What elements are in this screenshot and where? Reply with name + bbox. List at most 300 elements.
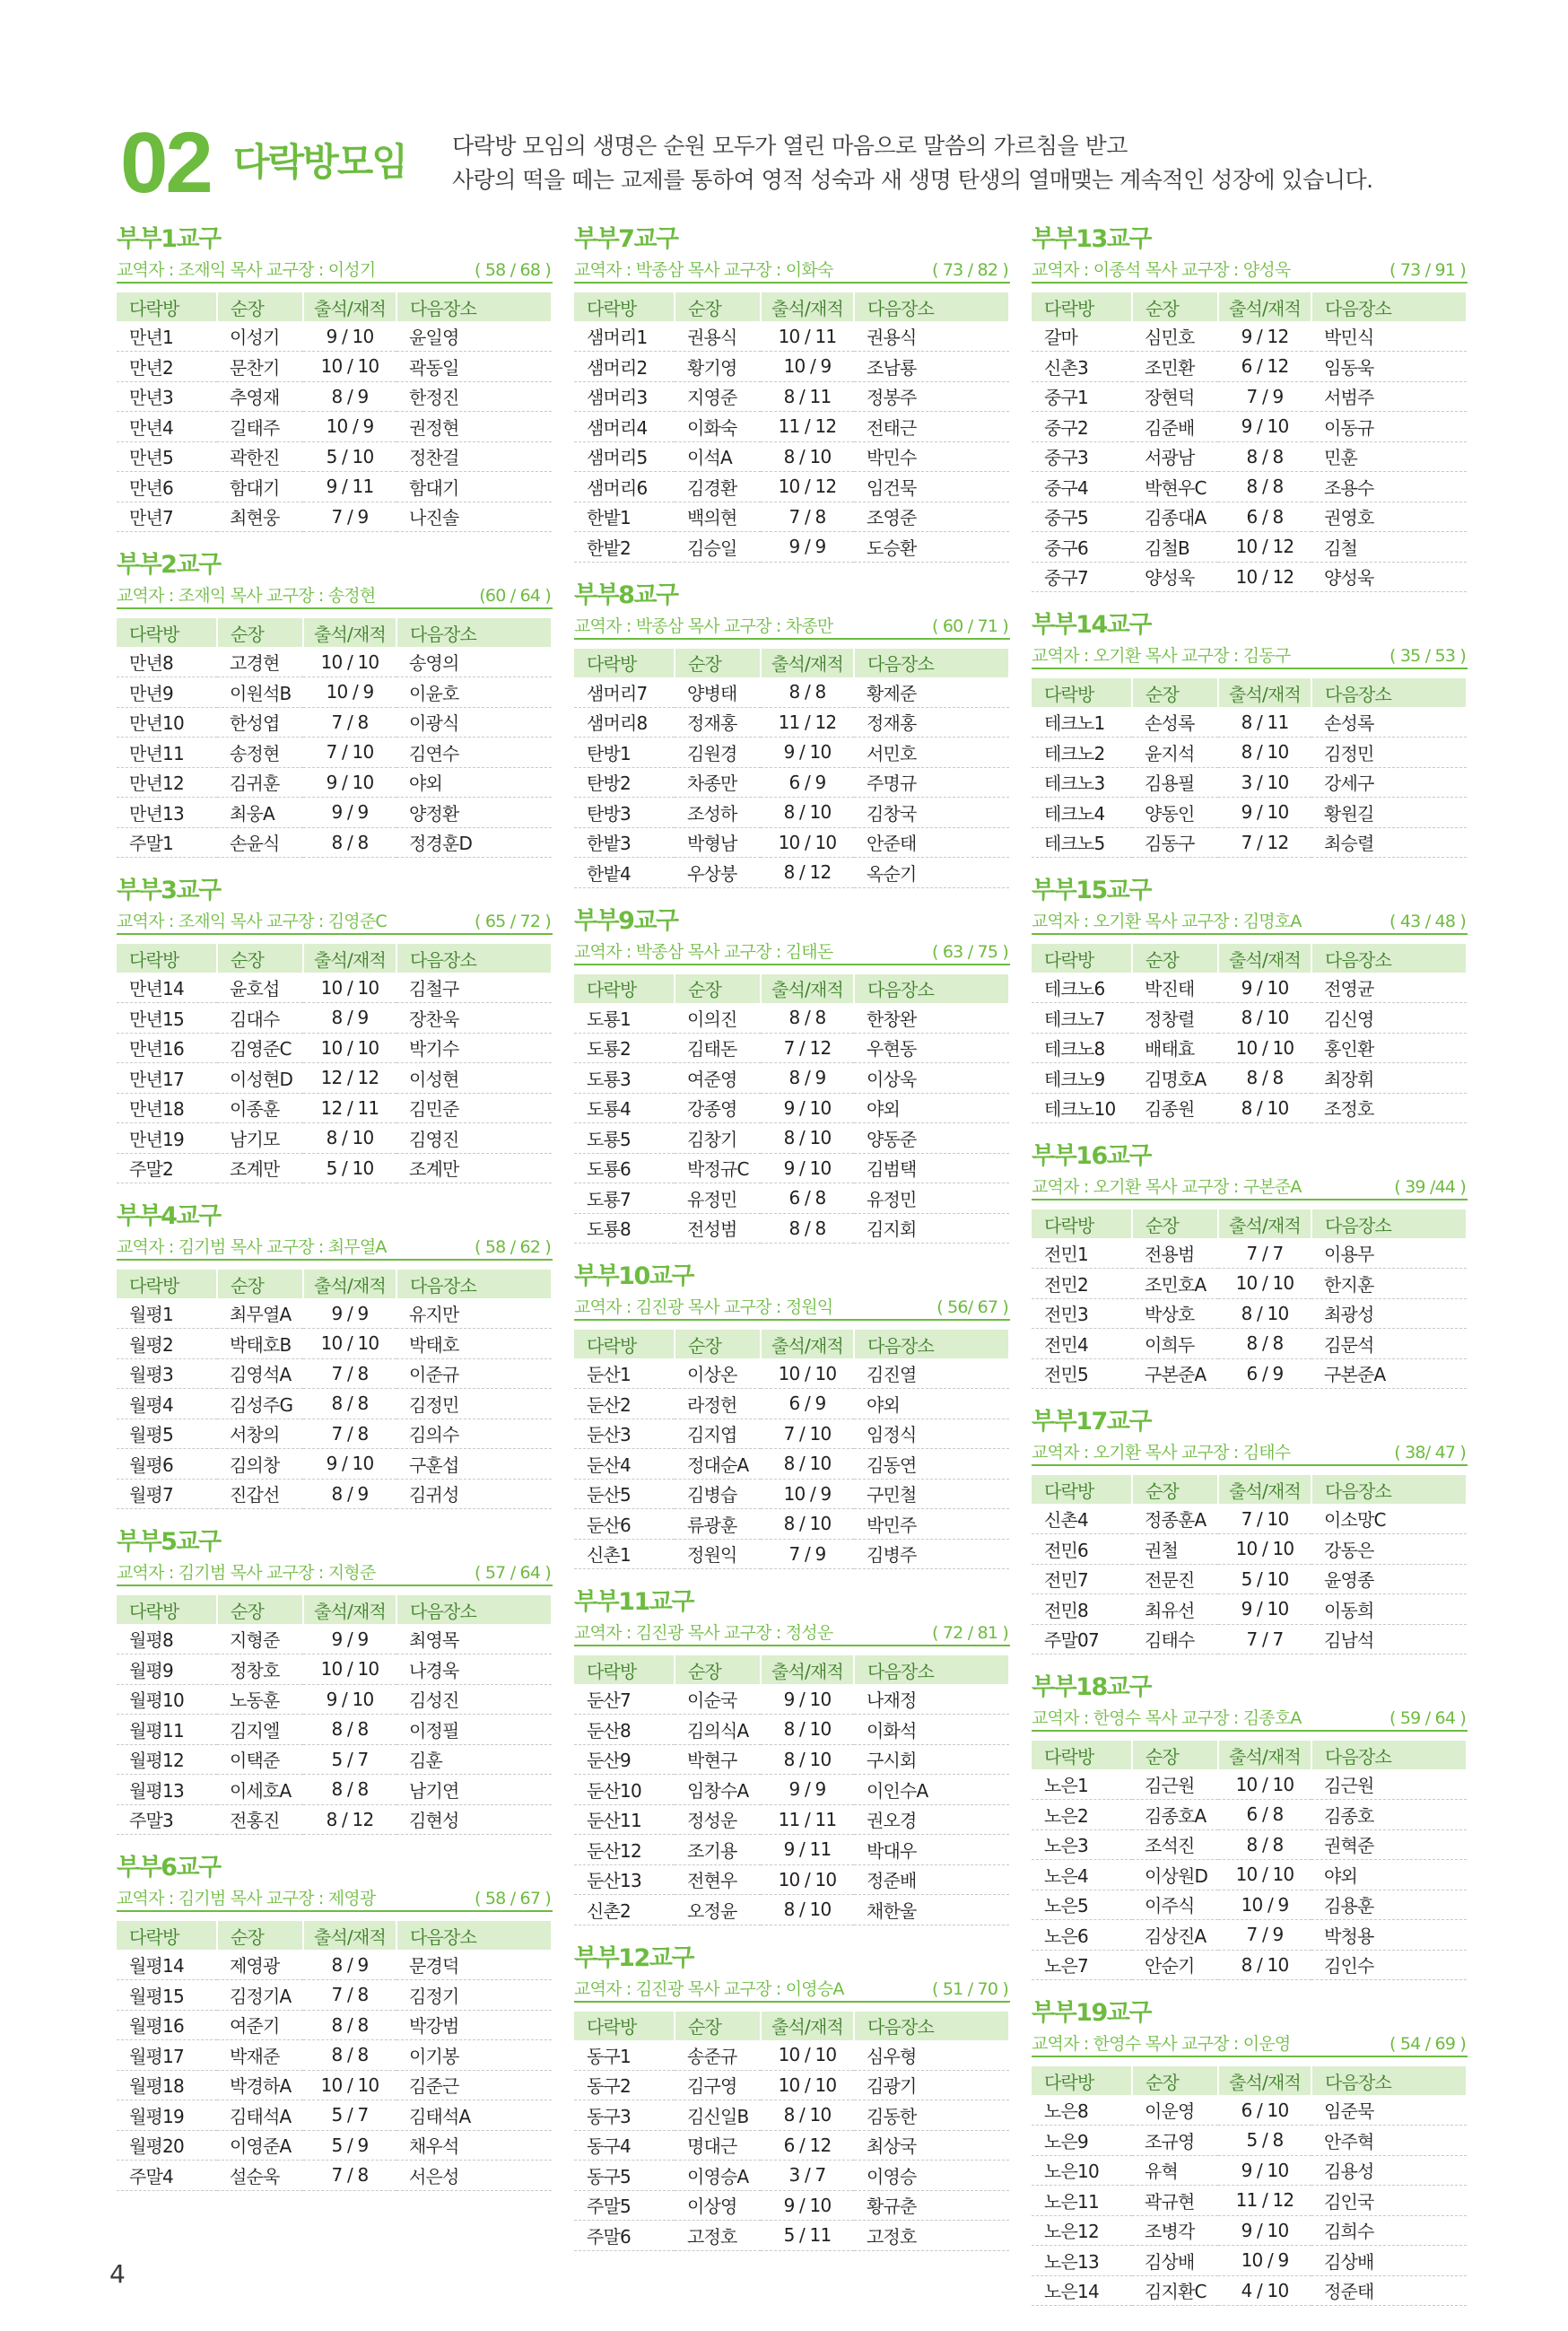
table-row xyxy=(1032,2275,1467,2306)
table-cell: 나재정 xyxy=(854,1684,1009,1715)
table-row xyxy=(117,2130,552,2161)
table-cell: 10 / 12 xyxy=(761,472,854,502)
table-row xyxy=(1032,1594,1467,1625)
column-header: 순장 xyxy=(217,1921,303,1950)
table-cell: 김동연 xyxy=(854,1449,1009,1480)
table-cell: 10 / 10 xyxy=(1218,1033,1311,1063)
table-cell: 10 / 9 xyxy=(1218,2246,1311,2276)
table-cell: 김문석 xyxy=(1311,1329,1467,1359)
table-cell: 8 / 8 xyxy=(303,827,396,858)
column-header: 출석/재적 xyxy=(761,1655,854,1684)
column-header: 다음장소 xyxy=(1311,1209,1467,1238)
district-group xyxy=(1032,223,1468,592)
table-cell: 5 / 9 xyxy=(303,2130,396,2161)
table-cell: 김정기A xyxy=(217,1980,303,2011)
table-cell: 동구2 xyxy=(574,2070,675,2100)
table-cell: 박강범 xyxy=(396,2010,552,2040)
column-header: 다음장소 xyxy=(396,292,552,321)
table-cell: 7 / 12 xyxy=(1218,827,1311,858)
district-staff: 교역자 : 한영수 목사 교구장 : 김종호A xyxy=(1032,1708,1302,1728)
table-cell: 김원경 xyxy=(675,738,761,768)
table-cell: 만년11 xyxy=(117,738,217,768)
table-row xyxy=(574,1358,1009,1389)
table-cell: 만년4 xyxy=(117,412,217,442)
table-cell: 김정기 xyxy=(396,1980,552,2011)
table-row xyxy=(1032,2155,1467,2186)
district-table xyxy=(117,292,553,532)
district-title: 부부1교구 xyxy=(117,225,221,253)
table-cell: 전용범 xyxy=(1132,1238,1218,1269)
table-cell: 박정규C xyxy=(675,1153,761,1183)
district-count: ( 38/ 47 ) xyxy=(1394,1443,1466,1462)
table-cell: 조영준 xyxy=(854,502,1009,532)
table-cell: 만년9 xyxy=(117,677,217,708)
table-cell: 김구영 xyxy=(675,2070,761,2100)
district-staff: 교역자 : 조재익 목사 교구장 : 김영준C xyxy=(117,912,387,931)
table-cell: 4 / 10 xyxy=(1218,2275,1311,2306)
table-row xyxy=(117,381,552,412)
table-cell: 채한울 xyxy=(854,1895,1009,1925)
table-cell: 곽규현 xyxy=(1132,2186,1218,2216)
table-cell: 테크노7 xyxy=(1032,1003,1132,1034)
column-header: 순장 xyxy=(217,292,303,321)
table-cell: 월평6 xyxy=(117,1449,217,1480)
table-cell: 7 / 9 xyxy=(1218,1920,1311,1951)
table-cell: 김동한 xyxy=(854,2100,1009,2131)
table-cell: 6 / 9 xyxy=(761,1389,854,1419)
table-row xyxy=(574,472,1009,502)
table-header-row xyxy=(1032,1741,1467,1769)
table-cell: 이택준 xyxy=(217,1744,303,1775)
table-cell: 정봉주 xyxy=(854,381,1009,412)
table-row xyxy=(117,1449,552,1480)
table-cell: 조성하 xyxy=(675,798,761,828)
table-cell: 5 / 10 xyxy=(1218,1564,1311,1594)
table-row xyxy=(574,1183,1009,1214)
column-header: 다락방 xyxy=(1032,1741,1132,1769)
table-cell: 서범주 xyxy=(1311,381,1467,412)
page-header xyxy=(120,115,1466,211)
table-cell: 김의창 xyxy=(217,1449,303,1480)
table-cell: 김지환C xyxy=(1132,2275,1218,2306)
table-row xyxy=(117,321,552,352)
table-row xyxy=(117,2100,552,2131)
table-cell: 10 / 10 xyxy=(303,647,396,677)
table-cell: 8 / 8 xyxy=(303,2010,396,2040)
table-cell: 박형남 xyxy=(675,827,761,858)
district-title: 부부17교구 xyxy=(1032,1408,1151,1436)
table-row xyxy=(574,441,1009,472)
table-cell: 10 / 9 xyxy=(761,1479,854,1509)
table-row xyxy=(574,707,1009,738)
table-cell: 윤일영 xyxy=(396,321,552,352)
table-cell: 김종원 xyxy=(1132,1093,1218,1123)
table-cell: 둔산12 xyxy=(574,1835,675,1865)
table-cell: 탄방3 xyxy=(574,798,675,828)
table-header-row xyxy=(574,2012,1009,2040)
table-cell: 오정윤 xyxy=(675,1895,761,1925)
table-cell: 명대근 xyxy=(675,2130,761,2161)
table-cell: 이화숙 xyxy=(675,412,761,442)
table-cell: 김병주 xyxy=(854,1539,1009,1569)
table-row xyxy=(574,2040,1009,2071)
district-group xyxy=(574,1260,1010,1569)
column-header: 순장 xyxy=(217,1595,303,1624)
table-cell: 조병각 xyxy=(1132,2215,1218,2246)
table-cell: 8 / 10 xyxy=(761,1715,854,1745)
table-cell: 둔산2 xyxy=(574,1389,675,1419)
table-cell: 6 / 10 xyxy=(1218,2095,1311,2126)
column-header: 순장 xyxy=(675,292,761,321)
district-count: ( 58 / 62 ) xyxy=(475,1237,551,1257)
table-row xyxy=(117,1389,552,1419)
table-cell: 임창수A xyxy=(675,1775,761,1805)
table-cell: 월평20 xyxy=(117,2130,217,2161)
table-cell: 10 / 9 xyxy=(1218,1890,1311,1920)
table-cell: 조계만 xyxy=(396,1153,552,1183)
table-cell: 월평14 xyxy=(117,1950,217,1980)
column-header: 다락방 xyxy=(117,292,217,321)
column-header: 출석/재적 xyxy=(303,292,396,321)
table-cell: 9 / 9 xyxy=(303,1624,396,1654)
district-info xyxy=(574,1976,1010,2003)
table-cell: 정창렬 xyxy=(1132,1003,1218,1034)
table-row xyxy=(1032,798,1467,828)
column-header: 순장 xyxy=(1132,1209,1218,1238)
table-cell: 도룡1 xyxy=(574,1003,675,1034)
table-header-row xyxy=(574,292,1009,321)
column-header: 출석/재적 xyxy=(1218,1741,1311,1769)
table-cell: 김귀성 xyxy=(396,1479,552,1509)
table-cell: 이정필 xyxy=(396,1715,552,1745)
table-row xyxy=(1032,1093,1467,1123)
table-cell: 전성범 xyxy=(675,1213,761,1244)
table-cell: 양병태 xyxy=(675,677,761,708)
table-cell: 테크노10 xyxy=(1032,1093,1132,1123)
table-row xyxy=(117,2010,552,2040)
district-count: ( 65 / 72 ) xyxy=(475,912,551,931)
table-row xyxy=(574,827,1009,858)
district-table xyxy=(117,1921,553,2191)
column-header: 다음장소 xyxy=(396,1921,552,1950)
table-cell: 한성엽 xyxy=(217,707,303,738)
district-title: 부부11교구 xyxy=(574,1588,693,1616)
table-cell: 월평15 xyxy=(117,1980,217,2011)
district-count: ( 73 / 82 ) xyxy=(932,260,1008,280)
table-row xyxy=(574,1864,1009,1895)
table-cell: 주말3 xyxy=(117,1804,217,1835)
district-table xyxy=(574,1655,1010,1925)
table-cell: 7 / 8 xyxy=(303,2161,396,2191)
table-cell: 김정민 xyxy=(396,1389,552,1419)
table-row xyxy=(1032,1033,1467,1063)
table-cell: 남기모 xyxy=(217,1123,303,1154)
table-cell: 9 / 9 xyxy=(303,798,396,828)
district-count: ( 51 / 70 ) xyxy=(932,1978,1008,1999)
table-cell: 송준규 xyxy=(675,2040,761,2071)
table-cell: 이동규 xyxy=(1311,412,1467,442)
district-staff: 교역자 : 이종석 목사 교구장 : 양성욱 xyxy=(1032,260,1291,280)
table-cell: 12 / 11 xyxy=(303,1093,396,1123)
table-cell: 8 / 12 xyxy=(761,858,854,888)
table-cell: 테크노8 xyxy=(1032,1033,1132,1063)
table-cell: 둔산5 xyxy=(574,1479,675,1509)
table-cell: 둔산10 xyxy=(574,1775,675,1805)
table-row xyxy=(117,1329,552,1359)
table-cell: 김철 xyxy=(1311,532,1467,563)
table-cell: 5 / 10 xyxy=(303,1153,396,1183)
table-cell: 추영재 xyxy=(217,381,303,412)
table-header-row xyxy=(117,944,552,973)
table-cell: 구시회 xyxy=(854,1744,1009,1775)
table-cell: 김지엘 xyxy=(217,1715,303,1745)
table-cell: 윤영종 xyxy=(1311,1564,1467,1594)
table-row xyxy=(574,798,1009,828)
table-cell: 설순욱 xyxy=(217,2161,303,2191)
table-row xyxy=(117,352,552,382)
column-header: 다락방 xyxy=(574,1330,675,1358)
district-staff: 교역자 : 한영수 목사 교구장 : 이운영 xyxy=(1032,2034,1291,2054)
table-cell: 김경환 xyxy=(675,472,761,502)
table-header-row xyxy=(1032,1475,1467,1504)
table-row xyxy=(1032,381,1467,412)
table-cell: 조규영 xyxy=(1132,2126,1218,2156)
table-cell: 9 / 12 xyxy=(1218,321,1311,352)
column-header: 다락방 xyxy=(574,649,675,677)
table-cell: 9 / 11 xyxy=(303,472,396,502)
column-header: 순장 xyxy=(1132,944,1218,973)
table-cell: 류광훈 xyxy=(675,1509,761,1540)
table-cell: 중구2 xyxy=(1032,412,1132,442)
table-row xyxy=(574,858,1009,888)
table-cell: 10 / 10 xyxy=(303,973,396,1003)
table-cell: 6 / 8 xyxy=(761,1183,854,1214)
column-header: 순장 xyxy=(675,2012,761,2040)
table-row xyxy=(117,1063,552,1094)
table-cell: 10 / 10 xyxy=(1218,1860,1311,1890)
table-cell: 박상호 xyxy=(1132,1298,1218,1329)
column-header: 순장 xyxy=(1132,1741,1218,1769)
table-cell: 구민철 xyxy=(854,1479,1009,1509)
table-cell: 7 / 8 xyxy=(303,707,396,738)
table-cell: 전홍진 xyxy=(217,1804,303,1835)
table-row xyxy=(1032,2215,1467,2246)
district-group xyxy=(1032,874,1468,1123)
district-table xyxy=(1032,1741,1468,1980)
column-header: 다음장소 xyxy=(1311,1475,1467,1504)
table-cell: 정재홍 xyxy=(854,707,1009,738)
table-header-row xyxy=(1032,944,1467,973)
table-cell: 박대우 xyxy=(854,1835,1009,1865)
table-row xyxy=(117,2161,552,2191)
table-cell: 최현웅 xyxy=(217,502,303,532)
table-row xyxy=(574,352,1009,382)
table-row xyxy=(1032,502,1467,532)
table-cell: 만년19 xyxy=(117,1123,217,1154)
table-cell: 양성욱 xyxy=(1132,562,1218,592)
table-cell: 둔산13 xyxy=(574,1864,675,1895)
table-row xyxy=(1032,412,1467,442)
table-cell: 이화석 xyxy=(854,1715,1009,1745)
table-cell: 장찬욱 xyxy=(396,1003,552,1034)
table-cell: 김용훈 xyxy=(1311,1890,1467,1920)
table-cell: 윤지석 xyxy=(1132,738,1218,768)
table-cell: 최상국 xyxy=(854,2130,1009,2161)
table-row xyxy=(117,1033,552,1063)
table-cell: 박태호B xyxy=(217,1329,303,1359)
table-cell: 샘머리3 xyxy=(574,381,675,412)
table-row xyxy=(117,1298,552,1329)
table-cell: 안준태 xyxy=(854,827,1009,858)
table-cell: 유지만 xyxy=(396,1298,552,1329)
table-cell: 조민환 xyxy=(1132,352,1218,382)
table-cell: 서은성 xyxy=(396,2161,552,2191)
table-row xyxy=(1032,1534,1467,1565)
table-row xyxy=(1032,1003,1467,1034)
table-row xyxy=(574,767,1009,798)
table-row xyxy=(574,1835,1009,1865)
table-cell: 옥순기 xyxy=(854,858,1009,888)
table-cell: 둔산1 xyxy=(574,1358,675,1389)
table-cell: 김준배 xyxy=(1132,412,1218,442)
table-row xyxy=(117,827,552,858)
table-cell: 이순국 xyxy=(675,1684,761,1715)
table-cell: 임건묵 xyxy=(854,472,1009,502)
table-header-row xyxy=(1032,292,1467,321)
table-cell: 9 / 10 xyxy=(761,1153,854,1183)
table-cell: 한밭4 xyxy=(574,858,675,888)
district-table xyxy=(574,2012,1010,2251)
column-header: 출석/재적 xyxy=(761,292,854,321)
column-2 xyxy=(574,223,1010,2267)
table-cell: 10 / 10 xyxy=(1218,1769,1311,1800)
table-cell: 길태주 xyxy=(217,412,303,442)
table-cell: 이성현D xyxy=(217,1063,303,1094)
column-header: 출석/재적 xyxy=(303,1270,396,1298)
table-row xyxy=(1032,532,1467,563)
table-cell: 중구5 xyxy=(1032,502,1132,532)
table-cell: 박재준 xyxy=(217,2040,303,2071)
table-cell: 이영승 xyxy=(854,2161,1009,2191)
column-header: 다음장소 xyxy=(854,1330,1009,1358)
table-cell: 노은4 xyxy=(1032,1860,1132,1890)
table-cell: 김창국 xyxy=(854,798,1009,828)
table-cell: 8 / 12 xyxy=(303,1804,396,1835)
table-cell: 김승일 xyxy=(675,532,761,563)
district-title: 부부10교구 xyxy=(574,1262,693,1290)
table-cell: 임준묵 xyxy=(1311,2095,1467,2126)
table-row xyxy=(574,2221,1009,2251)
table-row xyxy=(117,1479,552,1509)
table-cell: 백의현 xyxy=(675,502,761,532)
table-cell: 김진열 xyxy=(854,1358,1009,1389)
district-info xyxy=(574,1294,1010,1321)
table-cell: 8 / 10 xyxy=(761,1509,854,1540)
table-row xyxy=(1032,1238,1467,1269)
table-cell: 김지엽 xyxy=(675,1419,761,1449)
table-cell: 김용성 xyxy=(1311,2155,1467,2186)
district-title: 부부13교구 xyxy=(1032,225,1151,253)
column-header: 순장 xyxy=(217,1270,303,1298)
table-cell: 6 / 8 xyxy=(1218,502,1311,532)
table-cell: 노은12 xyxy=(1032,2215,1132,2246)
column-header: 출석/재적 xyxy=(303,1921,396,1950)
column-header: 출석/재적 xyxy=(1218,1209,1311,1238)
table-cell: 도룡7 xyxy=(574,1183,675,1214)
table-row xyxy=(117,1654,552,1685)
table-cell: 탄방1 xyxy=(574,738,675,768)
column-header: 다락방 xyxy=(574,292,675,321)
table-cell: 이인수A xyxy=(854,1775,1009,1805)
table-cell: 월평18 xyxy=(117,2070,217,2100)
column-header: 다락방 xyxy=(1032,292,1132,321)
district-table xyxy=(574,292,1010,563)
table-cell: 이윤호 xyxy=(396,677,552,708)
table-cell: 중구6 xyxy=(1032,532,1132,563)
table-cell: 노은2 xyxy=(1032,1800,1132,1830)
table-cell: 정종훈A xyxy=(1132,1504,1218,1534)
table-row xyxy=(117,1624,552,1654)
table-cell: 노은5 xyxy=(1032,1890,1132,1920)
table-header-row xyxy=(117,1270,552,1298)
district-table xyxy=(117,1270,553,1509)
table-cell: 월평13 xyxy=(117,1775,217,1805)
table-cell: 10 / 12 xyxy=(1218,562,1311,592)
table-cell: 이상온 xyxy=(675,1358,761,1389)
table-row xyxy=(574,321,1009,352)
district-group xyxy=(117,1200,553,1509)
table-cell: 전민6 xyxy=(1032,1534,1132,1565)
table-cell: 10 / 10 xyxy=(761,2040,854,2071)
district-group xyxy=(1032,1139,1468,1389)
table-cell: 김상진A xyxy=(1132,1920,1218,1951)
column-header: 순장 xyxy=(1132,678,1218,707)
table-cell: 8 / 8 xyxy=(1218,1063,1311,1094)
table-cell: 3 / 10 xyxy=(1218,767,1311,798)
table-cell: 6 / 9 xyxy=(1218,1358,1311,1389)
table-cell: 이성현 xyxy=(396,1063,552,1094)
table-cell: 윤호섭 xyxy=(217,973,303,1003)
district-title: 부부15교구 xyxy=(1032,877,1151,904)
table-cell: 11 / 11 xyxy=(761,1804,854,1835)
column-header: 다락방 xyxy=(117,944,217,973)
column-header: 다음장소 xyxy=(1311,678,1467,707)
table-cell: 도룡3 xyxy=(574,1063,675,1094)
district-count: ( 73 / 91 ) xyxy=(1389,260,1466,280)
table-cell: 만년14 xyxy=(117,973,217,1003)
table-row xyxy=(117,647,552,677)
table-cell: 8 / 10 xyxy=(303,1123,396,1154)
table-cell: 9 / 10 xyxy=(1218,2155,1311,2186)
district-table xyxy=(1032,2066,1468,2306)
column-header: 다락방 xyxy=(1032,678,1132,707)
table-cell: 유정민 xyxy=(854,1183,1009,1214)
table-cell: 전문진 xyxy=(1132,1564,1218,1594)
district-count: ( 58 / 67 ) xyxy=(475,1889,551,1908)
district-table xyxy=(117,1595,553,1835)
table-cell: 최무열A xyxy=(217,1298,303,1329)
table-cell: 노동훈 xyxy=(217,1684,303,1715)
district-group xyxy=(574,579,1010,888)
table-cell: 손성록 xyxy=(1311,707,1467,738)
column-header: 순장 xyxy=(675,1655,761,1684)
table-cell: 박현우C xyxy=(1132,472,1218,502)
table-cell: 신촌3 xyxy=(1032,352,1132,382)
table-row xyxy=(117,1744,552,1775)
table-cell: 7 / 8 xyxy=(303,1358,396,1389)
table-cell: 주말2 xyxy=(117,1153,217,1183)
table-cell: 한밭3 xyxy=(574,827,675,858)
